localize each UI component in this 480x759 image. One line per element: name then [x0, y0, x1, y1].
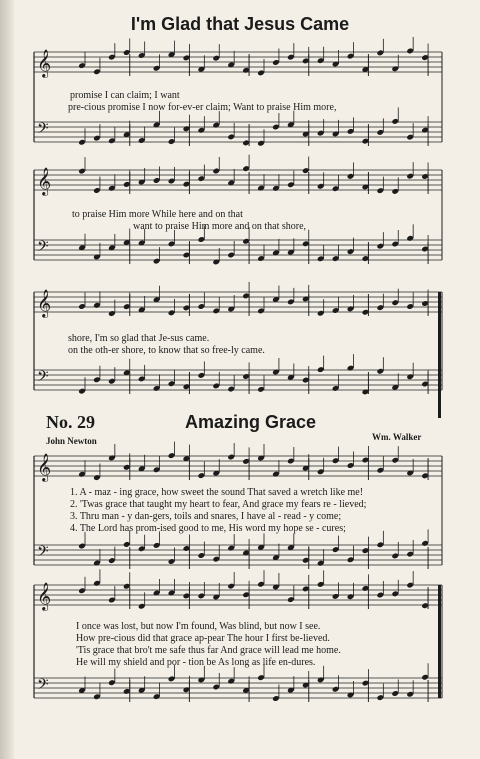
lyric-line: promise I can claim; I want [70, 90, 180, 101]
bass-clef: 𝄢 [37, 120, 49, 141]
lyric-line: to praise Him more While here and on that [72, 209, 243, 220]
hymn-title: I'm Glad that Jesus Came [130, 14, 350, 34]
lyric-line: on the oth-er shore, to know that so free-ly came. [68, 345, 265, 356]
lyric-line: pre-cious promise I now for-ev-er claim; Want to praise Him more, [68, 102, 337, 113]
final-barline [438, 585, 441, 698]
verse-lyric: 'Tis grace that bro't me safe thus far And grace will lead me home. [76, 645, 341, 656]
treble-clef: 𝄞 [37, 453, 52, 481]
verse-lyric: 3. Thru man - y dan-gers, toils and snares, I have al - read - y come; [70, 511, 342, 522]
lyric-line: want to praise Him more and on that shore, [133, 221, 307, 232]
composer: Wm. Walker [372, 432, 422, 442]
verse-lyric: 2. 'Twas grace that taught my heart to fear, And grace my fears re - lieved; [70, 499, 367, 510]
bass-clef: 𝄢 [37, 238, 49, 259]
treble-clef: 𝄞 [37, 289, 52, 317]
treble-clef: 𝄞 [37, 49, 52, 77]
hymn-title: Amazing Grace [185, 412, 317, 432]
lyric-line: shore, I'm so glad that Je-sus came. [68, 333, 210, 344]
verse-lyric: How pre-cious did that grace ap-pear The hour I first be-lieved. [76, 633, 330, 644]
treble-clef: 𝄞 [37, 167, 52, 195]
lyricist: John Newton [46, 436, 97, 446]
treble-clef: 𝄞 [37, 582, 52, 610]
bass-clef: 𝄢 [37, 368, 49, 389]
verse-lyric: I once was lost, but now I'm found, Was blind, but now I see. [76, 621, 321, 632]
final-barline [438, 292, 441, 418]
verse-lyric: 1. A - maz - ing grace, how sweet the sound That saved a wretch like me! [70, 487, 364, 498]
verse-lyric: He will my shield and por - tion be As long as life en-dures. [76, 657, 316, 668]
bass-clef: 𝄢 [37, 676, 49, 697]
verse-lyric: 4. The Lord has prom-ised good to me, His word my hope se - cures; [70, 523, 346, 534]
bass-clef: 𝄢 [37, 543, 49, 564]
hymn-number: No. 29 [46, 412, 95, 432]
